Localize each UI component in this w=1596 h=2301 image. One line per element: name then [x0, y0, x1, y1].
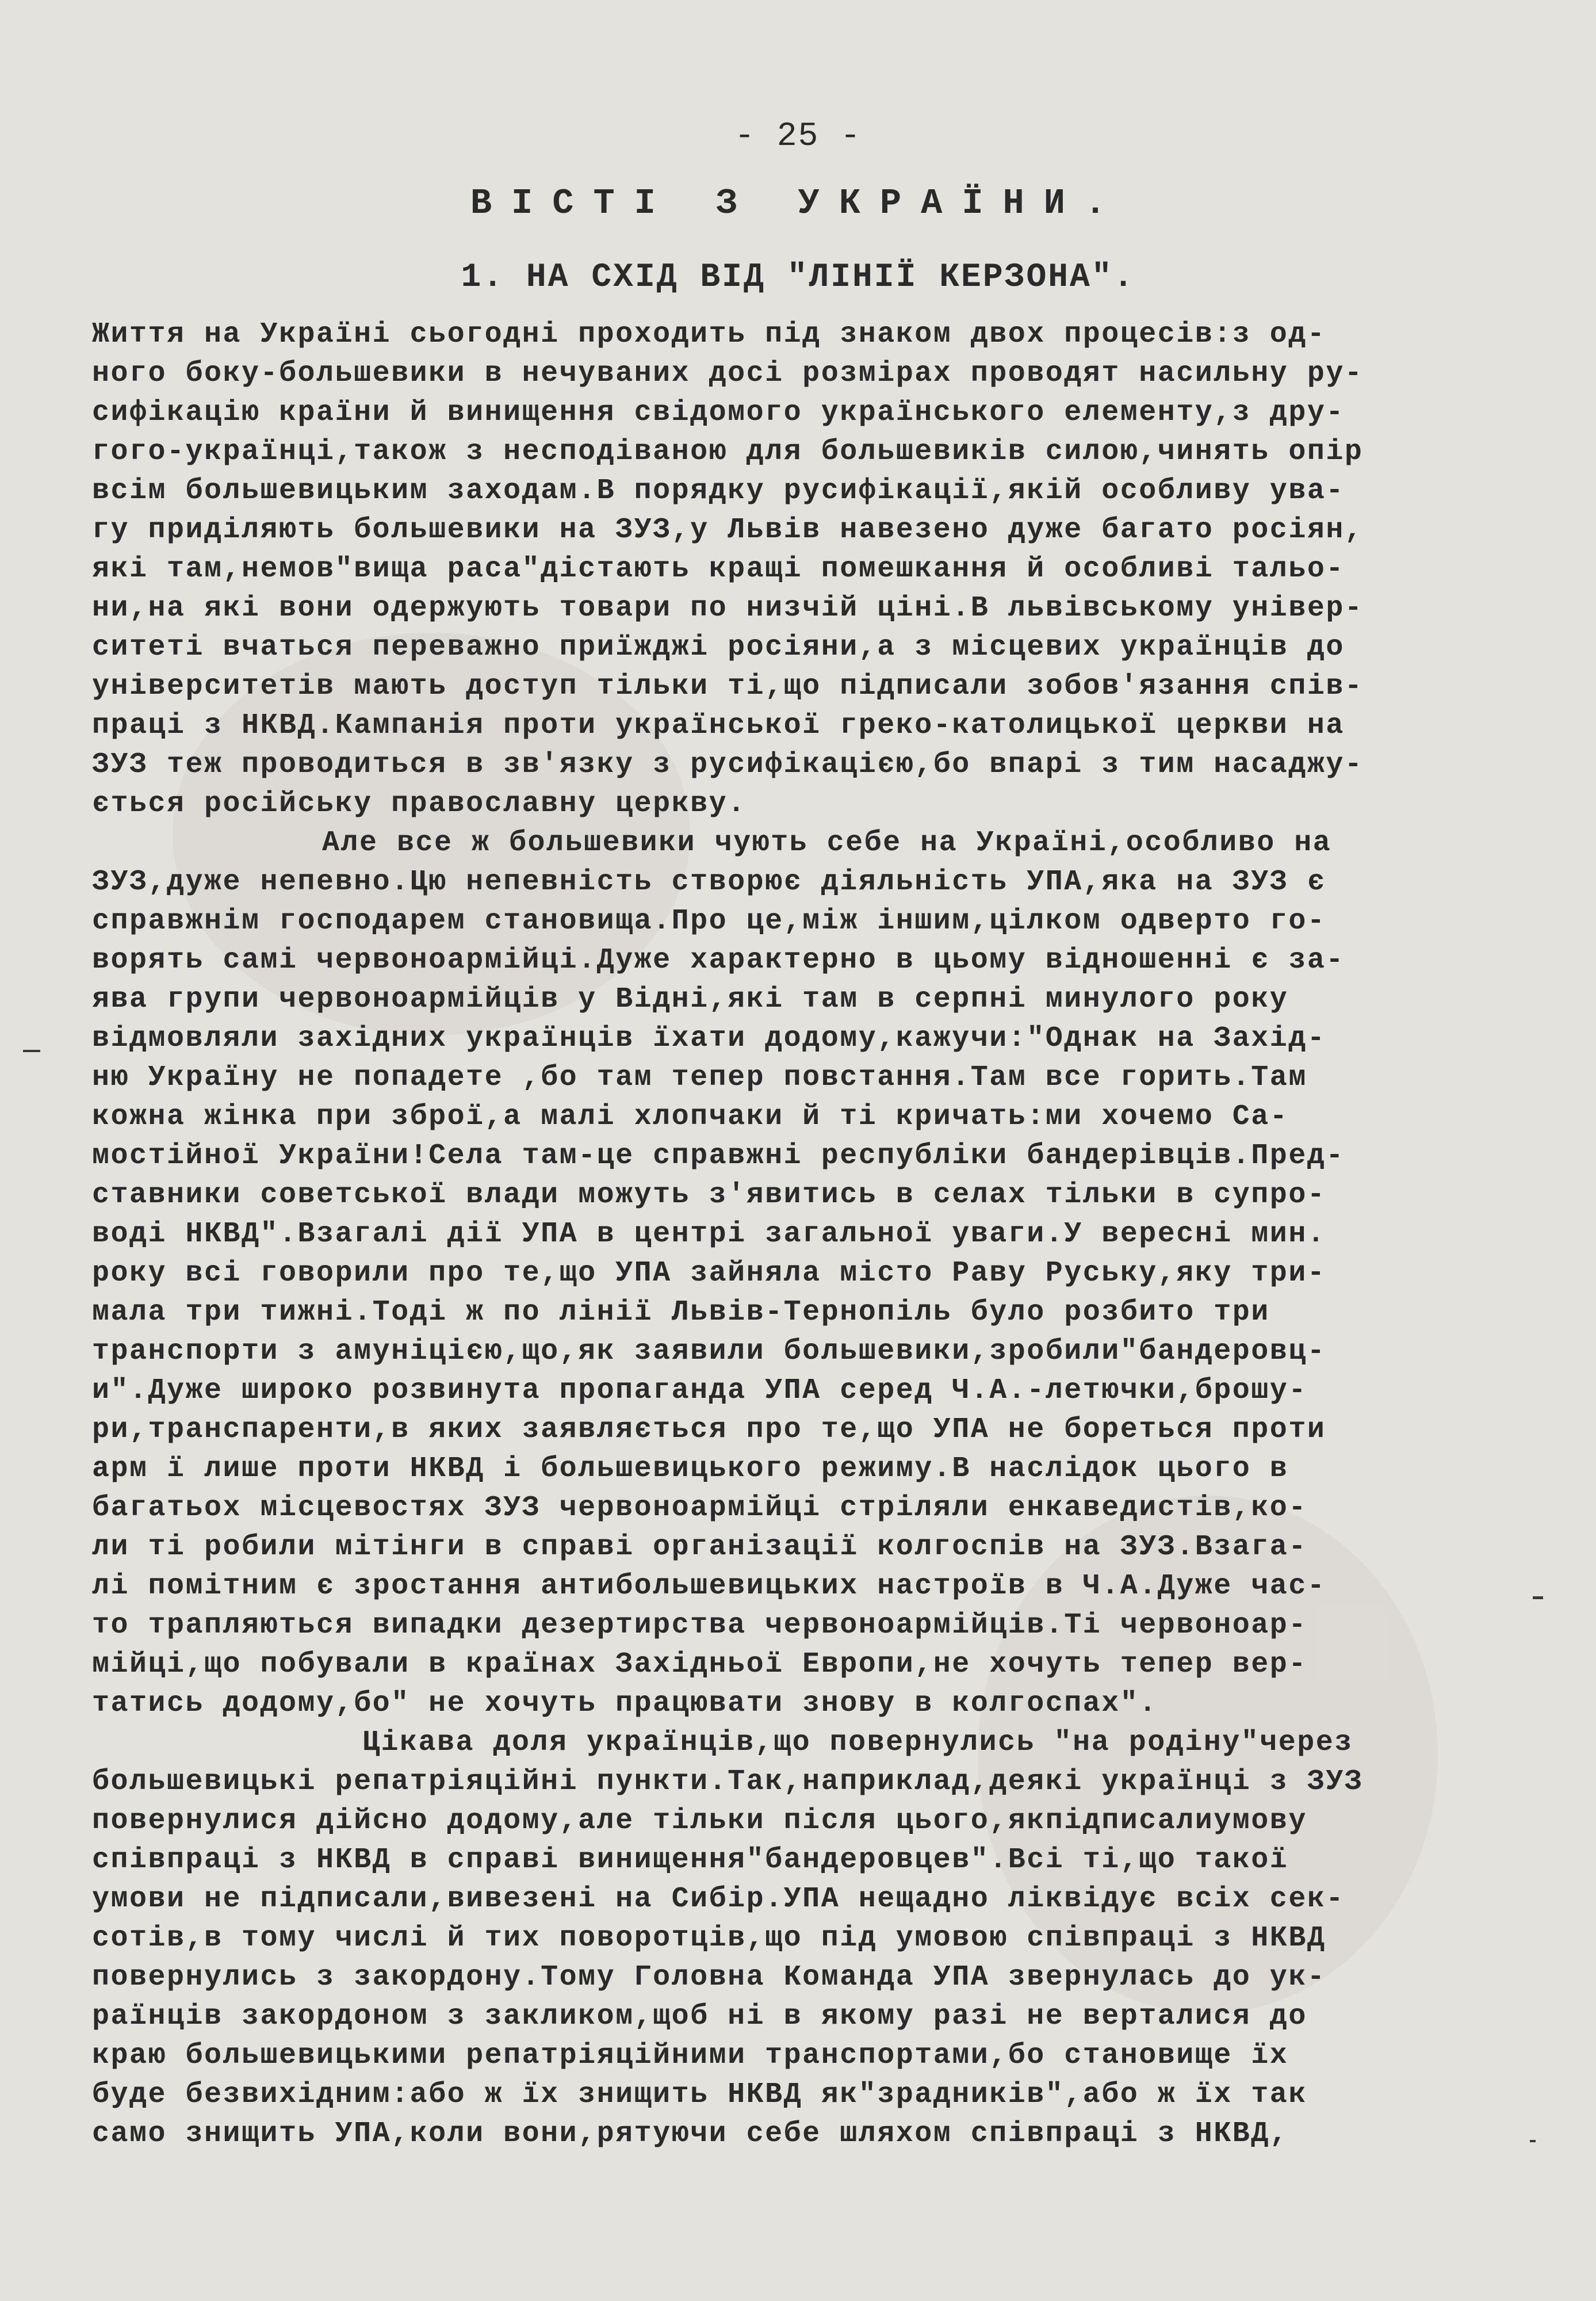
- text-line: ного боку-большевики в нечуваних досі розмірах проводят насильну ру-: [92, 357, 1364, 390]
- text-line: раїнців закордоном з закликом,щоб ні в якому разі не верталися до: [92, 2000, 1307, 2033]
- text-line: татись додому,бо" не хочуть працювати знову в колгоспах".: [92, 1687, 1158, 1720]
- margin-mark: [1530, 2140, 1536, 2142]
- text-line: ява групи червоноармійців у Відні,які там в серпні минулого року: [92, 983, 1289, 1016]
- text-line: то трапляються випадки дезертирства червоноармійців.Ті червоноар-: [92, 1609, 1307, 1642]
- text-line: року всі говорили про те,що УПА зайняла місто Раву Руську,яку три-: [92, 1257, 1326, 1290]
- text-line: умови не підписали,вивезені на Сибір.УПА нещадно ліквідує всіх сек-: [92, 1883, 1345, 1916]
- text-line: всім большевицьким заходам.В порядку русифікації,якій особливу ува-: [92, 475, 1345, 507]
- text-line: краю большевицькими репатріяційними транспортами,бо становище їх: [92, 2039, 1289, 2072]
- text-line: повернулись з закордону.Тому Головна Команда УПА звернулась до ук-: [92, 1961, 1326, 1994]
- text-line: які там,немов"вища раса"дістають кращі помешкання й особливі тальо-: [92, 553, 1345, 586]
- text-line: большевицькі репатріяційні пункти.Так,наприклад,деякі українці з ЗУЗ: [92, 1765, 1364, 1798]
- text-line: справжнім господарем становища.Про це,між іншим,цілком одверто го-: [92, 905, 1326, 938]
- text-line: університетів мають доступ тільки ті,що підписали зобов'язання спів-: [92, 670, 1364, 703]
- text-line: лі помітним є зростання антибольшевицьких настроїв в Ч.А.Дуже час-: [92, 1570, 1326, 1603]
- body-text: [92, 315, 1507, 2154]
- section-title: ВІСТІ З УКРАЇНИ.: [470, 183, 1126, 224]
- text-line: воді НКВД".Взагалі дії УПА в центрі загальної уваги.У вересні мин.: [92, 1218, 1326, 1251]
- text-line: праці з НКВД.Кампанія проти української греко-католицької церкви на: [92, 709, 1345, 742]
- text-line: ЗУЗ теж проводиться в зв'язку з русифікацією,бо впарі з тим насаджу-: [92, 748, 1364, 781]
- text-line: багатьох місцевостях ЗУЗ червоноармійці стріляли енкаведистів,ко-: [92, 1492, 1307, 1524]
- text-line: мостійної України!Села там-це справжні республіки бандерівців.Пред-: [92, 1140, 1345, 1172]
- text-line: ри,транспаренти,в яких заявляється про те,що УПА не бореться проти: [92, 1413, 1326, 1446]
- text-line: ставники советської влади можуть з'явитись в селах тільки в супро-: [92, 1179, 1326, 1211]
- text-line: кожна жінка при зброї,а малі хлопчаки й ті кричать:ми хочемо Са-: [92, 1100, 1289, 1133]
- text-line: ворять самі червоноармійці.Дуже характерно в цьому відношенні є за-: [92, 944, 1345, 977]
- text-line: ли ті робили мітінги в справі організації колгоспів на ЗУЗ.Взага-: [92, 1531, 1307, 1564]
- text-line: сотів,в тому числі й тих поворотців,що під умовою співпраці з НКВД: [92, 1922, 1326, 1955]
- text-line: Але все ж большевики чують себе на Україні,особливо на: [322, 827, 1332, 859]
- text-line: Життя на Україні сьогодні проходить під знаком двох процесів:з од-: [92, 318, 1326, 351]
- page-number: - 25 -: [734, 118, 862, 155]
- text-line: Цікава доля українців,що повернулись "на родіну"через: [362, 1726, 1353, 1759]
- text-line: відмовляли західних українців їхати додому,кажучи:"Однак на Захід-: [92, 1022, 1326, 1055]
- text-line: співпраці з НКВД в справі винищення"бандеровцев".Всі ті,що такої: [92, 1844, 1289, 1876]
- text-line: мійці,що побували в країнах Західньої Европи,не хочуть тепер вер-: [92, 1648, 1307, 1681]
- text-line: ЗУЗ,дуже непевно.Цю непевність створює діяльність УПА,яка на ЗУЗ є: [92, 866, 1326, 899]
- text-line: само знищить УПА,коли вони,рятуючи себе шляхом співпраці з НКВД,: [92, 2117, 1289, 2150]
- text-line: буде безвихідним:або ж їх знищить НКВД як"зрадників",або ж їх так: [92, 2078, 1307, 2111]
- text-line: ється російську православну церкву.: [92, 788, 747, 820]
- text-line: ню Україну не попадете ,бо там тепер повстання.Там все горить.Там: [92, 1061, 1307, 1094]
- text-line: гу приділяють большевики на ЗУЗ,у Львів навезено дуже багато росіян,: [92, 514, 1364, 546]
- text-line: арм ї лише проти НКВД і большевицького режиму.В наслідок цього в: [92, 1453, 1289, 1485]
- text-line: гого-українці,також з несподіваною для большевиків силою,чинять опір: [92, 435, 1364, 468]
- text-line: мала три тижні.Тоді ж по лінії Львів-Тернопіль було розбито три: [92, 1296, 1270, 1329]
- text-line: и".Дуже широко розвинута пропаганда УПА серед Ч.А.-летючки,брошу-: [92, 1374, 1307, 1407]
- margin-mark: [1533, 1596, 1543, 1599]
- text-line: сифікацію країни й винищення свідомого українського елементу,з дру-: [92, 396, 1345, 429]
- text-line: повернулися дійсно додому,але тільки після цього,якпідписалиумову: [92, 1805, 1307, 1837]
- text-line: транспорти з амуніцією,що,як заявили большевики,зробили"бандеровц-: [92, 1335, 1326, 1368]
- margin-mark: [23, 1050, 40, 1052]
- text-line: ситеті вчаться переважно приїжджі росіяни,а з місцевих українців до: [92, 631, 1345, 664]
- subsection-title: 1. НА СХІД ВІД "ЛІНІЇ КЕРЗОНА".: [461, 259, 1135, 296]
- text-line: ни,на які вони одержують товари по низчій ціні.В львівському універ-: [92, 592, 1364, 625]
